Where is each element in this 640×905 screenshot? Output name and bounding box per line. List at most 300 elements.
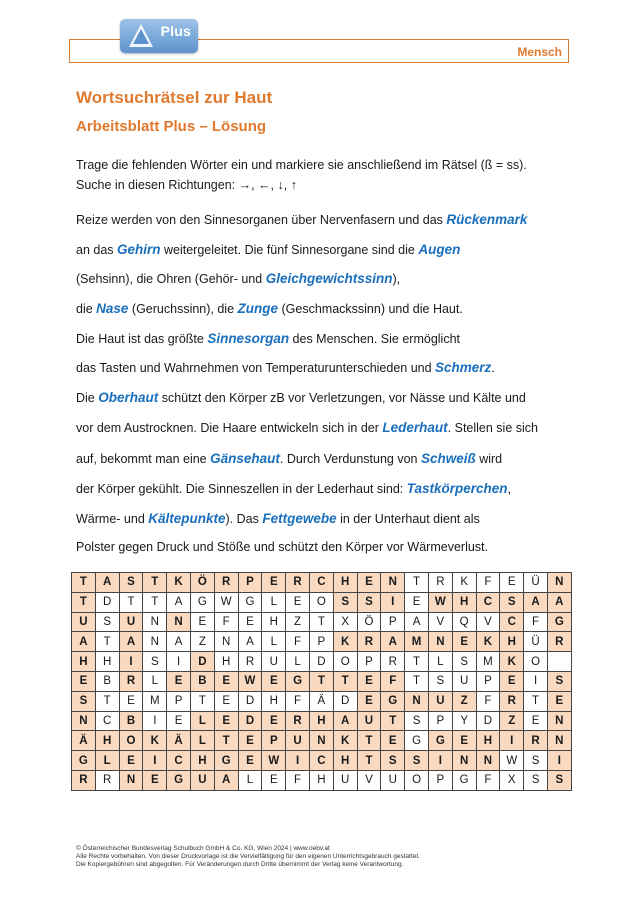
direction-line: Suche in diesen Richtungen: →, ←, ↓, ↑ xyxy=(76,178,297,192)
grid-cell: E xyxy=(286,592,310,612)
answer-word: Gleichgewichtssinn xyxy=(265,271,393,286)
grid-cell: U xyxy=(357,711,381,731)
answer-word: Augen xyxy=(418,242,461,257)
grid-cell: A xyxy=(95,573,119,593)
grid-cell: S xyxy=(357,592,381,612)
grid-cell: V xyxy=(428,612,452,632)
grid-cell: N xyxy=(405,691,429,711)
grid-cell: F xyxy=(214,612,238,632)
grid-cell: L xyxy=(286,652,310,672)
grid-cell: K xyxy=(167,573,191,593)
grid-cell: W xyxy=(500,751,524,771)
grid-cell: C xyxy=(167,751,191,771)
grid-cell: I xyxy=(381,592,405,612)
text-segment: vor dem Austrocknen. Die Haare entwickeln sich in der xyxy=(76,421,383,435)
grid-cell: S xyxy=(547,671,571,691)
grid-cell: C xyxy=(309,751,333,771)
text-line xyxy=(76,271,400,286)
grid-cell: E xyxy=(547,691,571,711)
grid-cell: E xyxy=(500,573,524,593)
grid-cell: A xyxy=(214,770,238,790)
grid-cell: W xyxy=(214,592,238,612)
grid-cell: E xyxy=(452,731,476,751)
grid-cell: T xyxy=(95,691,119,711)
text-segment: Wärme- und xyxy=(76,512,149,526)
word-search-grid xyxy=(71,572,572,791)
grid-cell: R xyxy=(524,731,548,751)
text-line xyxy=(76,420,538,435)
grid-cell: X xyxy=(500,770,524,790)
text-line xyxy=(76,301,463,316)
grid-cell: S xyxy=(452,652,476,672)
grid-cell: C xyxy=(476,592,500,612)
grid-cell: Z xyxy=(500,711,524,731)
grid-cell: Ö xyxy=(357,612,381,632)
grid-cell: U xyxy=(72,612,96,632)
grid-row xyxy=(72,711,572,731)
grid-row xyxy=(72,671,572,691)
grid-cell: P xyxy=(428,770,452,790)
footer-line: Alle Rechte vorbehalten. Von dieser Druckvorlage ist die Vervielfältigung für den eigenen Unterrichtsgebrauch gestattet. xyxy=(76,853,420,860)
grid-cell: P xyxy=(309,632,333,652)
grid-cell: U xyxy=(286,731,310,751)
answer-word: Schweiß xyxy=(420,451,476,466)
grid-cell: R xyxy=(72,770,96,790)
text-segment: auf, bekommt man eine xyxy=(76,452,211,466)
grid-cell: S xyxy=(405,711,429,731)
grid-row xyxy=(72,751,572,771)
grid-cell: E xyxy=(238,612,262,632)
grid-cell: U xyxy=(452,671,476,691)
grid-cell: F xyxy=(476,691,500,711)
grid-cell: E xyxy=(238,731,262,751)
grid-cell: N xyxy=(547,573,571,593)
grid-cell: E xyxy=(357,691,381,711)
grid-cell: L xyxy=(143,671,167,691)
grid-cell: H xyxy=(262,691,286,711)
grid-cell: E xyxy=(238,751,262,771)
grid-cell: E xyxy=(524,711,548,731)
grid-cell: P xyxy=(476,671,500,691)
grid-cell: U xyxy=(262,652,286,672)
grid-cell: D xyxy=(309,652,333,672)
grid-cell: T xyxy=(143,592,167,612)
grid-cell: E xyxy=(214,671,238,691)
grid-cell: W xyxy=(262,751,286,771)
text-segment: Reize werden von den Sinnesorganen über Nervenfasern und das xyxy=(76,213,447,227)
text-segment: wird xyxy=(475,452,503,466)
grid-cell: U xyxy=(333,770,357,790)
grid-cell: D xyxy=(95,592,119,612)
grid-cell: B xyxy=(190,671,214,691)
grid-cell: N xyxy=(143,632,167,652)
answer-word: Lederhaut xyxy=(382,420,448,435)
grid-cell: T xyxy=(405,652,429,672)
grid-cell: W xyxy=(238,671,262,691)
grid-cell: I xyxy=(119,652,143,672)
grid-cell: E xyxy=(262,711,286,731)
grid-cell: K xyxy=(333,731,357,751)
grid-cell: N xyxy=(476,751,500,771)
grid-cell: R xyxy=(547,632,571,652)
text-segment: (Sehsinn), die Ohren (Gehör- und xyxy=(76,272,266,286)
answer-word: Fettgewebe xyxy=(262,511,337,526)
grid-cell: C xyxy=(309,573,333,593)
grid-cell: N xyxy=(214,632,238,652)
grid-cell: Z xyxy=(286,612,310,632)
grid-row xyxy=(72,770,572,790)
grid-cell: F xyxy=(476,573,500,593)
grid-cell: P xyxy=(262,731,286,751)
grid-cell: R xyxy=(95,770,119,790)
answer-word: Schmerz xyxy=(435,360,492,375)
grid-cell: E xyxy=(357,671,381,691)
grid-cell: E xyxy=(381,731,405,751)
text-line xyxy=(76,540,488,554)
grid-cell: O xyxy=(119,731,143,751)
grid-cell: V xyxy=(357,770,381,790)
text-segment: in der Unterhaut dient als xyxy=(336,512,480,526)
grid-cell: A xyxy=(405,612,429,632)
grid-cell: T xyxy=(214,731,238,751)
answer-word: Sinnesorgan xyxy=(207,331,290,346)
footer-line: © Österreichischer Bundesverlag Schulbuch GmbH & Co. KG, Wien 2024 | www.oebv.at xyxy=(76,845,330,852)
grid-cell: H xyxy=(500,632,524,652)
grid-cell: S xyxy=(119,573,143,593)
grid-cell: S xyxy=(524,770,548,790)
grid-cell: T xyxy=(309,671,333,691)
grid-cell: N xyxy=(143,612,167,632)
grid-cell: D xyxy=(190,652,214,672)
grid-row xyxy=(72,573,572,593)
grid-cell xyxy=(547,652,571,672)
grid-cell: S xyxy=(547,770,571,790)
text-line xyxy=(76,331,460,346)
grid-cell: R xyxy=(286,573,310,593)
grid-cell: G xyxy=(167,770,191,790)
grid-cell: O xyxy=(309,592,333,612)
grid-cell: M xyxy=(405,632,429,652)
grid-cell: H xyxy=(190,751,214,771)
grid-cell: N xyxy=(72,711,96,731)
grid-cell: A xyxy=(72,632,96,652)
grid-cell: G xyxy=(190,592,214,612)
grid-cell: O xyxy=(333,652,357,672)
grid-cell: Ä xyxy=(309,691,333,711)
grid-row xyxy=(72,612,572,632)
grid-cell: S xyxy=(381,751,405,771)
text-segment: weitergeleitet. Die fünf Sinnesorgane sind die xyxy=(160,243,419,257)
grid-cell: E xyxy=(214,711,238,731)
grid-cell: M xyxy=(143,691,167,711)
grid-cell: E xyxy=(167,711,191,731)
grid-cell: R xyxy=(428,573,452,593)
grid-cell: E xyxy=(72,671,96,691)
grid-cell: T xyxy=(381,711,405,731)
text-segment: ). Das xyxy=(225,512,263,526)
answer-word: Oberhaut xyxy=(98,390,159,405)
grid-cell: K xyxy=(143,731,167,751)
page-subtitle: Arbeitsblatt Plus – Lösung xyxy=(76,118,267,135)
grid-cell: A xyxy=(238,632,262,652)
grid-row xyxy=(72,691,572,711)
grid-cell: Ü xyxy=(524,632,548,652)
grid-cell: G xyxy=(214,751,238,771)
grid-cell: N xyxy=(119,770,143,790)
grid-cell: E xyxy=(262,770,286,790)
grid-cell: H xyxy=(95,731,119,751)
subject-label: Mensch xyxy=(517,45,562,59)
grid-row xyxy=(72,652,572,672)
text-line xyxy=(76,390,526,405)
grid-cell: Ö xyxy=(190,573,214,593)
grid-cell: S xyxy=(500,592,524,612)
grid-cell: A xyxy=(524,592,548,612)
grid-cell: N xyxy=(428,632,452,652)
grid-row xyxy=(72,592,572,612)
grid-cell: E xyxy=(405,592,429,612)
text-segment: die xyxy=(76,302,97,316)
grid-cell: L xyxy=(238,770,262,790)
grid-cell: E xyxy=(500,671,524,691)
text-segment: schützt den Körper zB vor Verletzungen, vor Nässe und Kälte und xyxy=(158,391,526,405)
grid-cell: N xyxy=(452,751,476,771)
logo xyxy=(120,19,198,53)
grid-cell: I xyxy=(547,751,571,771)
text-segment: das Tasten und Wahrnehmen von Temperaturunterschieden und xyxy=(76,361,436,375)
grid-cell: F xyxy=(286,691,310,711)
grid-cell: T xyxy=(524,691,548,711)
grid-cell: N xyxy=(167,612,191,632)
grid-cell: L xyxy=(190,731,214,751)
grid-cell: M xyxy=(476,652,500,672)
text-segment: ), xyxy=(392,272,401,286)
answer-word: Gänsehaut xyxy=(210,451,280,466)
text-segment: . xyxy=(491,361,495,375)
grid-cell: Y xyxy=(452,711,476,731)
grid-cell: E xyxy=(452,632,476,652)
grid-cell: F xyxy=(476,770,500,790)
text-line xyxy=(76,242,460,257)
grid-cell: B xyxy=(95,671,119,691)
grid-cell: E xyxy=(262,573,286,593)
grid-cell: A xyxy=(167,592,191,612)
grid-cell: K xyxy=(452,573,476,593)
grid-cell: L xyxy=(190,711,214,731)
grid-cell: A xyxy=(547,592,571,612)
grid-cell: R xyxy=(357,632,381,652)
grid-cell: C xyxy=(500,612,524,632)
grid-cell: T xyxy=(119,592,143,612)
grid-cell: S xyxy=(95,612,119,632)
grid-cell: L xyxy=(262,632,286,652)
grid-cell: R xyxy=(238,652,262,672)
grid-cell: Ä xyxy=(72,731,96,751)
text-segment: . Durch Verdunstung von xyxy=(279,452,421,466)
grid-cell: T xyxy=(309,612,333,632)
text-segment: , xyxy=(507,482,512,496)
grid-cell: I xyxy=(428,751,452,771)
text-line xyxy=(76,212,527,227)
grid-cell: P xyxy=(381,612,405,632)
grid-cell: L xyxy=(95,751,119,771)
grid-cell: C xyxy=(95,711,119,731)
answer-word: Gehirn xyxy=(117,242,161,257)
grid-cell: E xyxy=(167,671,191,691)
text-segment: (Geruchssinn), die xyxy=(128,302,238,316)
grid-cell: G xyxy=(381,691,405,711)
grid-cell: G xyxy=(547,612,571,632)
grid-cell: F xyxy=(524,612,548,632)
grid-cell: E xyxy=(357,573,381,593)
grid-cell: E xyxy=(143,770,167,790)
grid-cell: R xyxy=(119,671,143,691)
grid-cell: E xyxy=(214,691,238,711)
grid-cell: R xyxy=(500,691,524,711)
answer-word: Zunge xyxy=(237,301,279,316)
text-line xyxy=(76,451,502,466)
grid-cell: P xyxy=(167,691,191,711)
grid-cell: Z xyxy=(452,691,476,711)
grid-cell: I xyxy=(143,711,167,731)
grid-cell: Z xyxy=(190,632,214,652)
grid-cell: F xyxy=(286,770,310,790)
text-segment: (Geschmackssinn) und die Haut. xyxy=(278,302,463,316)
grid-cell: W xyxy=(428,592,452,612)
grid-cell: D xyxy=(476,711,500,731)
grid-cell: T xyxy=(95,632,119,652)
grid-cell: D xyxy=(238,691,262,711)
grid-cell: F xyxy=(381,671,405,691)
grid-cell: I xyxy=(524,671,548,691)
grid-cell: O xyxy=(405,770,429,790)
text-segment: . Stellen sie sich xyxy=(447,421,538,435)
grid-cell: V xyxy=(476,612,500,632)
grid-cell: T xyxy=(333,671,357,691)
text-line xyxy=(76,481,511,496)
answer-word: Rückenmark xyxy=(446,212,528,227)
grid-cell: Ü xyxy=(524,573,548,593)
instruction-line: Trage die fehlenden Wörter ein und markiere sie anschließend im Rätsel (ß = ss). xyxy=(76,158,527,172)
page-title: Wortsuchrätsel zur Haut xyxy=(76,88,273,107)
grid-cell: I xyxy=(286,751,310,771)
answer-word: Nase xyxy=(96,301,129,316)
text-line xyxy=(76,360,495,375)
grid-cell: R xyxy=(381,652,405,672)
grid-cell: P xyxy=(428,711,452,731)
grid-cell: A xyxy=(333,711,357,731)
grid-cell: B xyxy=(119,711,143,731)
text-line xyxy=(76,511,480,526)
grid-cell: A xyxy=(381,632,405,652)
grid-cell: G xyxy=(428,731,452,751)
grid-cell: T xyxy=(405,671,429,691)
grid-cell: N xyxy=(381,573,405,593)
grid-cell: L xyxy=(428,652,452,672)
grid-cell: R xyxy=(286,711,310,731)
grid-cell: I xyxy=(167,652,191,672)
text-segment: Die xyxy=(76,391,99,405)
grid-row xyxy=(72,731,572,751)
grid-cell: P xyxy=(357,652,381,672)
grid-cell: O xyxy=(524,652,548,672)
text-segment: des Menschen. Sie ermöglicht xyxy=(289,332,460,346)
grid-cell: U xyxy=(381,770,405,790)
grid-cell: H xyxy=(476,731,500,751)
grid-cell: H xyxy=(95,652,119,672)
grid-cell: Q xyxy=(452,612,476,632)
grid-cell: H xyxy=(214,652,238,672)
answer-word: Kältepunkte xyxy=(148,511,226,526)
grid-cell: H xyxy=(72,652,96,672)
grid-row xyxy=(72,632,572,652)
grid-cell: E xyxy=(190,612,214,632)
grid-cell: A xyxy=(119,632,143,652)
footer-line: Die Kopiergebühren sind abgegolten. Für Veränderungen durch Dritte übernimmt der Verlag keine Verantwortung. xyxy=(76,861,404,868)
grid-cell: S xyxy=(405,751,429,771)
grid-cell: N xyxy=(547,731,571,751)
grid-cell: E xyxy=(119,751,143,771)
grid-cell: U xyxy=(428,691,452,711)
grid-cell: X xyxy=(333,612,357,632)
grid-cell: G xyxy=(238,592,262,612)
grid-cell: S xyxy=(72,691,96,711)
answer-word: Tastkörperchen xyxy=(406,481,508,496)
grid-cell: L xyxy=(262,592,286,612)
grid-cell: U xyxy=(190,770,214,790)
grid-cell: N xyxy=(547,711,571,731)
text-segment: der Körper gekühlt. Die Sinneszellen in der Lederhaut sind: xyxy=(76,482,407,496)
grid-cell: T xyxy=(190,691,214,711)
grid-cell: H xyxy=(333,573,357,593)
logo-triangle-icon xyxy=(128,23,154,49)
grid-cell: G xyxy=(405,731,429,751)
grid-cell: T xyxy=(72,573,96,593)
grid-cell: T xyxy=(72,592,96,612)
text-segment: Die Haut ist das größte xyxy=(76,332,208,346)
grid-cell: T xyxy=(357,731,381,751)
grid-cell: H xyxy=(262,612,286,632)
grid-cell: D xyxy=(238,711,262,731)
text-segment: an das xyxy=(76,243,118,257)
grid-cell: T xyxy=(405,573,429,593)
grid-cell: T xyxy=(357,751,381,771)
grid-cell: H xyxy=(309,711,333,731)
grid-cell: I xyxy=(143,751,167,771)
grid-cell: T xyxy=(143,573,167,593)
grid-cell: E xyxy=(262,671,286,691)
grid-cell: H xyxy=(309,770,333,790)
footer xyxy=(76,845,420,869)
grid-cell: K xyxy=(476,632,500,652)
grid-cell: S xyxy=(143,652,167,672)
grid-cell: E xyxy=(119,691,143,711)
grid-cell: S xyxy=(428,671,452,691)
grid-cell: R xyxy=(214,573,238,593)
grid-cell: K xyxy=(500,652,524,672)
logo-text: Plus xyxy=(160,23,191,39)
grid-cell: G xyxy=(286,671,310,691)
grid-cell: A xyxy=(167,632,191,652)
text-segment: Polster gegen Druck und Stöße und schützt den Körper vor Wärmeverlust. xyxy=(76,540,488,554)
grid-cell: G xyxy=(452,770,476,790)
grid-cell: D xyxy=(333,691,357,711)
grid-cell: N xyxy=(309,731,333,751)
grid-cell: G xyxy=(72,751,96,771)
grid-cell: S xyxy=(333,592,357,612)
grid-cell: I xyxy=(500,731,524,751)
grid-cell: F xyxy=(286,632,310,652)
